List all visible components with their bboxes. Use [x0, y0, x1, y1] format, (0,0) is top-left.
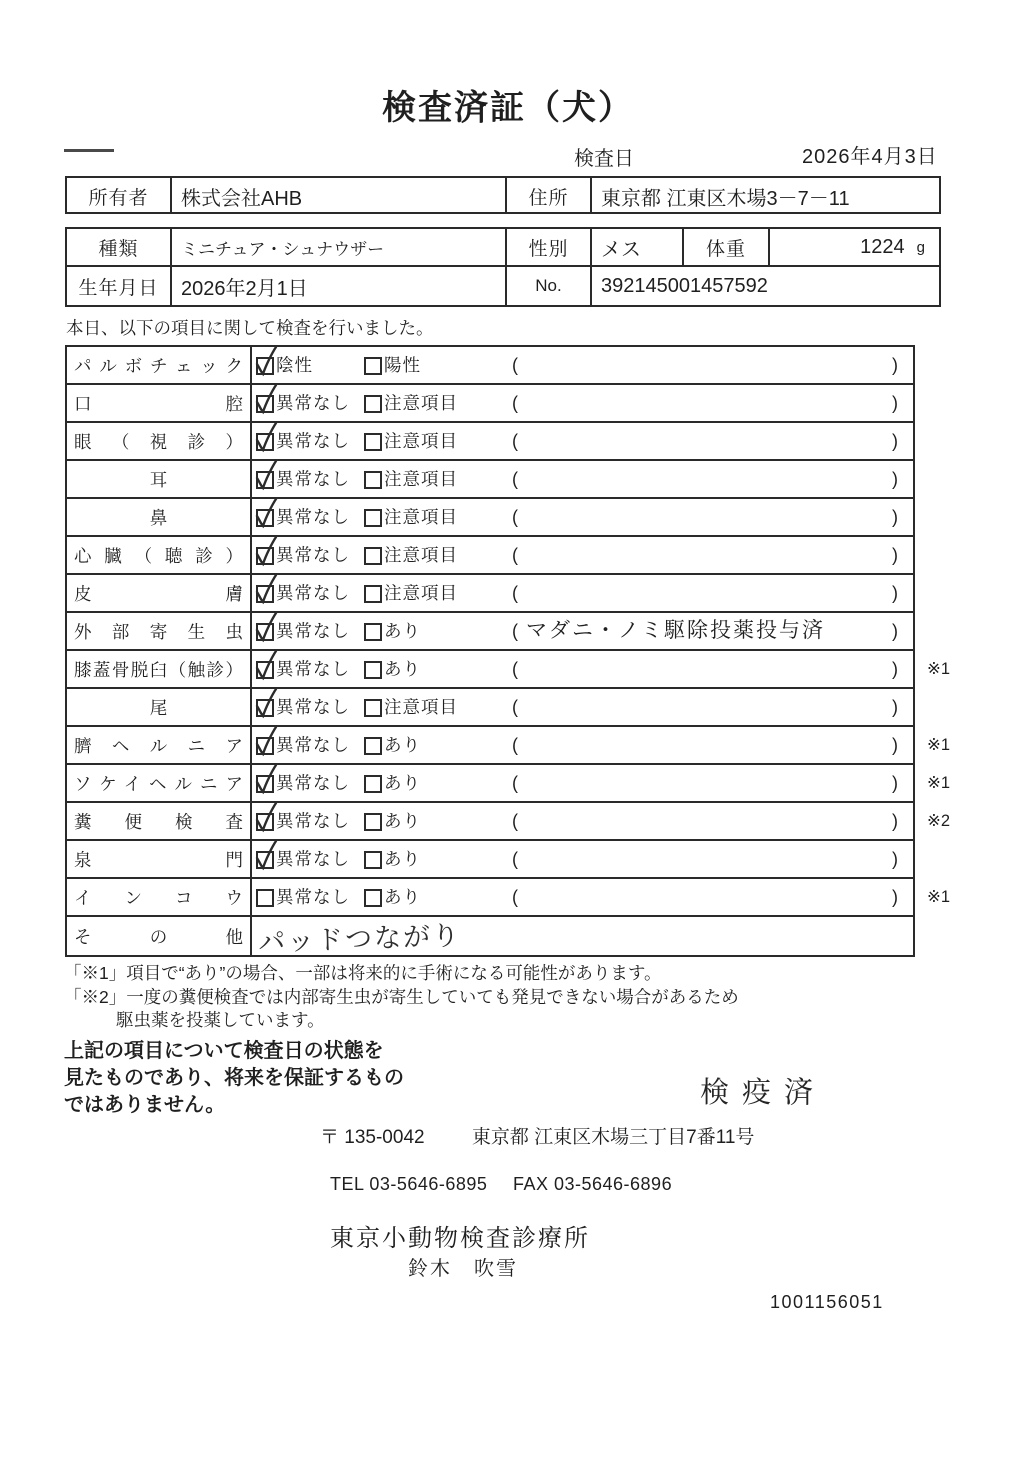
- check-mark-icon: [254, 648, 278, 682]
- check-mark-icon: [254, 686, 278, 720]
- owner-value: 株式会社AHB: [172, 178, 507, 214]
- checklist-row: [67, 385, 913, 423]
- option2-label: 注意項目: [384, 507, 458, 527]
- checkbox-option1: [256, 889, 274, 907]
- owner-table: [65, 176, 941, 214]
- ref-mark: ※2: [927, 812, 951, 830]
- veterinarian-name: 鈴木 吹雪: [408, 1258, 518, 1280]
- clinic-address: 東京都 江東区木場三丁目7番11号: [471, 1127, 755, 1148]
- item-label: 口腔: [74, 393, 243, 414]
- check-mark-icon: [254, 344, 278, 378]
- paren-open: (: [512, 507, 518, 527]
- option2-label: 注意項目: [384, 583, 458, 603]
- checkbox-option1: [256, 433, 274, 451]
- check-mark-icon: [254, 382, 278, 416]
- disclaimer-line-3: ではありません。: [64, 1094, 226, 1116]
- ref-mark: ※1: [927, 736, 951, 754]
- handwritten-note: パッドつながり: [257, 920, 462, 958]
- no-label: No.: [507, 267, 592, 305]
- checkbox-option2: [364, 585, 382, 603]
- check-mark-icon: [254, 610, 278, 644]
- item-label-cell: [67, 727, 252, 763]
- checklist-row: [67, 651, 951, 689]
- check-mark-icon: [254, 800, 278, 834]
- checkbox-option1: [256, 509, 274, 527]
- option2-label: あり: [384, 773, 421, 793]
- option2-label: 注意項目: [384, 393, 458, 413]
- option2-label: あり: [384, 735, 421, 755]
- paren-open: (: [512, 773, 518, 793]
- pet-info-table: [65, 227, 941, 307]
- item-result-cell: [252, 423, 913, 459]
- paren-open: (: [512, 393, 518, 413]
- checkbox-option2: [364, 851, 382, 869]
- checkbox-option1: [256, 585, 274, 603]
- checkbox-option2: [364, 889, 382, 907]
- checkbox-option2: [364, 661, 382, 679]
- breed-value: ミニチュア・シュナウザー: [172, 229, 507, 265]
- item-label: 膝蓋骨脱臼（触診）: [74, 659, 243, 680]
- option2-label: 注意項目: [384, 431, 458, 451]
- quarantine-stamp: 検疫済: [700, 1077, 827, 1109]
- option1-label: 異常なし: [276, 621, 350, 641]
- item-label: インコウ: [74, 887, 243, 908]
- item-label-cell: [67, 651, 252, 687]
- option2-label: 陽性: [384, 355, 421, 375]
- checkbox-option2: [364, 395, 382, 413]
- checklist-row: [67, 347, 913, 385]
- item-result-cell: [252, 347, 913, 383]
- check-mark-icon: [254, 724, 278, 758]
- paren-open: (: [512, 659, 518, 679]
- item-label-cell: [67, 841, 252, 877]
- paren-close: ): [892, 811, 898, 831]
- footnote-2-cont: 駆虫薬を投薬しています。: [116, 1010, 325, 1030]
- option1-label: 異常なし: [276, 773, 350, 793]
- option2-label: 注意項目: [384, 545, 458, 565]
- option2-label: 注意項目: [384, 697, 458, 717]
- paren-close: ): [892, 545, 898, 565]
- checklist-row: [67, 689, 913, 727]
- item-result-cell: [252, 689, 913, 725]
- clinic-address-line: [320, 1122, 754, 1149]
- check-mark-icon: [254, 496, 278, 530]
- paren-close: ): [892, 659, 898, 679]
- option1-label: 異常なし: [276, 583, 350, 603]
- checkbox-option2: [364, 623, 382, 641]
- check-mark-icon: [254, 762, 278, 796]
- checklist-row: [67, 917, 913, 958]
- sex-value: メス: [592, 229, 684, 265]
- option1-label: 異常なし: [276, 659, 350, 679]
- tel-number: TEL 03-5646-6895: [330, 1174, 488, 1194]
- birth-value: 2026年2月1日: [172, 267, 507, 305]
- paren-open: (: [512, 583, 518, 603]
- disclaimer-line-1: 上記の項目について検査日の状態を: [64, 1040, 384, 1062]
- paren-close: ): [892, 431, 898, 451]
- option1-label: 異常なし: [276, 393, 350, 413]
- sex-label: 性別: [507, 229, 592, 265]
- checklist-row: [67, 765, 951, 803]
- paren-open: (: [512, 697, 518, 717]
- option1-label: 異常なし: [276, 735, 350, 755]
- item-label-cell: [67, 879, 252, 915]
- weight-value: 1224: [860, 235, 905, 258]
- paren-open: (: [512, 545, 518, 565]
- item-label: 泉門: [74, 849, 243, 870]
- item-label-cell: [67, 575, 252, 611]
- paren-open: (: [512, 469, 518, 489]
- item-result-cell: [252, 917, 913, 958]
- checkbox-option1: [256, 395, 274, 413]
- option1-label: 異常なし: [276, 545, 350, 565]
- item-label-cell: [67, 613, 252, 649]
- footnote-2: 「※2」一度の糞便検査では内部寄生虫が寄生していても発見できない場合があるため: [64, 987, 739, 1007]
- item-label: 眼（視診）: [74, 431, 243, 452]
- checkbox-option1: [256, 775, 274, 793]
- owner-label: 所有者: [67, 178, 172, 214]
- check-mark-icon: [254, 572, 278, 606]
- paren-close: ): [892, 355, 898, 375]
- weight-cell: [770, 229, 939, 265]
- option2-label: 注意項目: [384, 469, 458, 489]
- owner-row: [67, 178, 939, 214]
- option2-label: あり: [384, 811, 421, 831]
- checkbox-option2: [364, 471, 382, 489]
- item-result-cell: [252, 537, 913, 573]
- checkbox-option1: [256, 357, 274, 375]
- option1-label: 異常なし: [276, 811, 350, 831]
- breed-row: [67, 229, 939, 267]
- item-result-cell: [252, 499, 913, 535]
- option1-label: 異常なし: [276, 697, 350, 717]
- checklist-row: [67, 803, 951, 841]
- item-label: 鼻: [149, 507, 168, 528]
- checkbox-option1: [256, 471, 274, 489]
- paren-note: マダニ・ノミ駆除投薬投与済: [526, 619, 825, 642]
- option1-label: 異常なし: [276, 469, 350, 489]
- ref-mark: ※1: [927, 888, 951, 906]
- ref-mark: ※1: [927, 660, 951, 678]
- item-label-cell: [67, 765, 252, 801]
- option2-label: あり: [384, 659, 421, 679]
- checkbox-option2: [364, 509, 382, 527]
- paren-close: ): [892, 621, 898, 641]
- paren-open: (: [512, 431, 518, 451]
- address-label: 住所: [507, 178, 592, 214]
- disclaimer-line-2: 見たものであり、将来を保証するもの: [64, 1067, 404, 1089]
- paren-open: (: [512, 355, 518, 375]
- paren-close: ): [892, 773, 898, 793]
- item-label-cell: [67, 803, 252, 839]
- paren-close: ): [892, 393, 898, 413]
- checkbox-option2: [364, 699, 382, 717]
- checkbox-option1: [256, 851, 274, 869]
- inspection-date-label: 検査日: [574, 148, 634, 170]
- option2-label: あり: [384, 887, 421, 907]
- item-label: ソケイヘルニア: [74, 773, 243, 794]
- item-label-cell: [67, 537, 252, 573]
- disclaimer-text: [64, 1038, 404, 1119]
- intro-text: 本日、以下の項目に関して検査を行いました。: [66, 318, 434, 338]
- item-result-cell: [252, 841, 913, 877]
- birth-row: [67, 267, 939, 305]
- item-label: パルボチェック: [74, 355, 243, 376]
- item-label-cell: [67, 423, 252, 459]
- checklist-row: [67, 575, 913, 613]
- checkbox-option2: [364, 547, 382, 565]
- item-result-cell: [252, 461, 913, 497]
- item-result-cell: [252, 803, 913, 839]
- paren-open: (: [512, 735, 518, 755]
- fax-number: FAX 03-5646-6896: [512, 1174, 673, 1194]
- option1-label: 異常なし: [276, 431, 350, 451]
- option1-label: 陰性: [276, 355, 313, 375]
- paren-close: ): [892, 735, 898, 755]
- item-label: 糞便検査: [74, 811, 243, 832]
- option1-label: 異常なし: [276, 507, 350, 527]
- postal-code: 〒 135-0042: [320, 1127, 425, 1148]
- item-result-cell: [252, 651, 913, 687]
- paren-close: ): [892, 697, 898, 717]
- option1-label: 異常なし: [276, 887, 350, 907]
- checklist-row: [67, 461, 913, 499]
- checklist-row: [67, 841, 913, 879]
- checklist-row: [67, 727, 951, 765]
- address-value: 東京都 江東区木場3－7－11: [601, 187, 850, 210]
- paren-open: (: [512, 887, 518, 907]
- inspection-date-value: 2026年4月3日: [802, 146, 938, 168]
- no-value: 392145001457592: [601, 274, 768, 297]
- checkbox-option1: [256, 699, 274, 717]
- weight-unit: g: [916, 238, 925, 256]
- footnote-1: 「※1」項目で“あり”の場合、一部は将来的に手術になる可能性があります。: [64, 963, 662, 983]
- item-result-cell: [252, 385, 913, 421]
- item-label: 尾: [149, 697, 168, 718]
- page-title: 検査済証（犬）: [382, 89, 634, 127]
- item-label-cell: [67, 347, 252, 383]
- item-label: 外部寄生虫: [74, 621, 243, 642]
- checkbox-option1: [256, 813, 274, 831]
- item-result-cell: [252, 613, 913, 649]
- item-result-cell: [252, 765, 913, 801]
- checklist-table: [65, 345, 951, 958]
- breed-label: 種類: [67, 229, 172, 265]
- weight-label: 体重: [684, 229, 770, 265]
- clinic-name: 東京小動物検査診療所: [330, 1225, 590, 1252]
- paren-close: ): [892, 583, 898, 603]
- checkbox-option1: [256, 547, 274, 565]
- check-mark-icon: [254, 534, 278, 568]
- paren-close: ): [892, 887, 898, 907]
- item-result-cell: [252, 879, 913, 915]
- birth-label: 生年月日: [67, 267, 172, 305]
- check-mark-icon: [254, 420, 278, 454]
- checkbox-option2: [364, 357, 382, 375]
- item-label: その他: [74, 926, 243, 947]
- item-label-cell: [67, 499, 252, 535]
- item-label: 心臓（聴診）: [74, 545, 243, 566]
- paren-open: (: [512, 621, 518, 641]
- serial-number: 1001156051: [770, 1292, 884, 1312]
- paren-close: ): [892, 507, 898, 527]
- clinic-phone-line: [330, 1174, 672, 1195]
- check-mark-icon: [254, 838, 278, 872]
- checkbox-option2: [364, 737, 382, 755]
- item-label-cell: [67, 917, 252, 955]
- checklist-row: [67, 879, 951, 917]
- checkbox-option2: [364, 813, 382, 831]
- item-label-cell: [67, 385, 252, 421]
- paren-open: (: [512, 849, 518, 869]
- item-label-cell: [67, 689, 252, 725]
- item-result-cell: [252, 727, 913, 763]
- checklist-row: [67, 537, 913, 575]
- paren-open: (: [512, 811, 518, 831]
- check-mark-icon: [254, 458, 278, 492]
- item-label-cell: [67, 461, 252, 497]
- item-label: 臍ヘルニア: [74, 735, 243, 756]
- paren-close: ): [892, 469, 898, 489]
- checkbox-option1: [256, 623, 274, 641]
- checkbox-option2: [364, 433, 382, 451]
- item-result-cell: [252, 575, 913, 611]
- checklist-row: [67, 499, 913, 537]
- checkbox-option1: [256, 661, 274, 679]
- checkbox-option1: [256, 737, 274, 755]
- paren-close: ): [892, 849, 898, 869]
- option1-label: 異常なし: [276, 849, 350, 869]
- option2-label: あり: [384, 621, 421, 641]
- checklist-row: [67, 613, 913, 651]
- option2-label: あり: [384, 849, 421, 869]
- item-label: 皮膚: [74, 583, 243, 604]
- scan-artifact-mark: [64, 149, 114, 152]
- ref-mark: ※1: [927, 774, 951, 792]
- item-label: 耳: [149, 469, 168, 490]
- checkbox-option2: [364, 775, 382, 793]
- checklist-row: [67, 423, 913, 461]
